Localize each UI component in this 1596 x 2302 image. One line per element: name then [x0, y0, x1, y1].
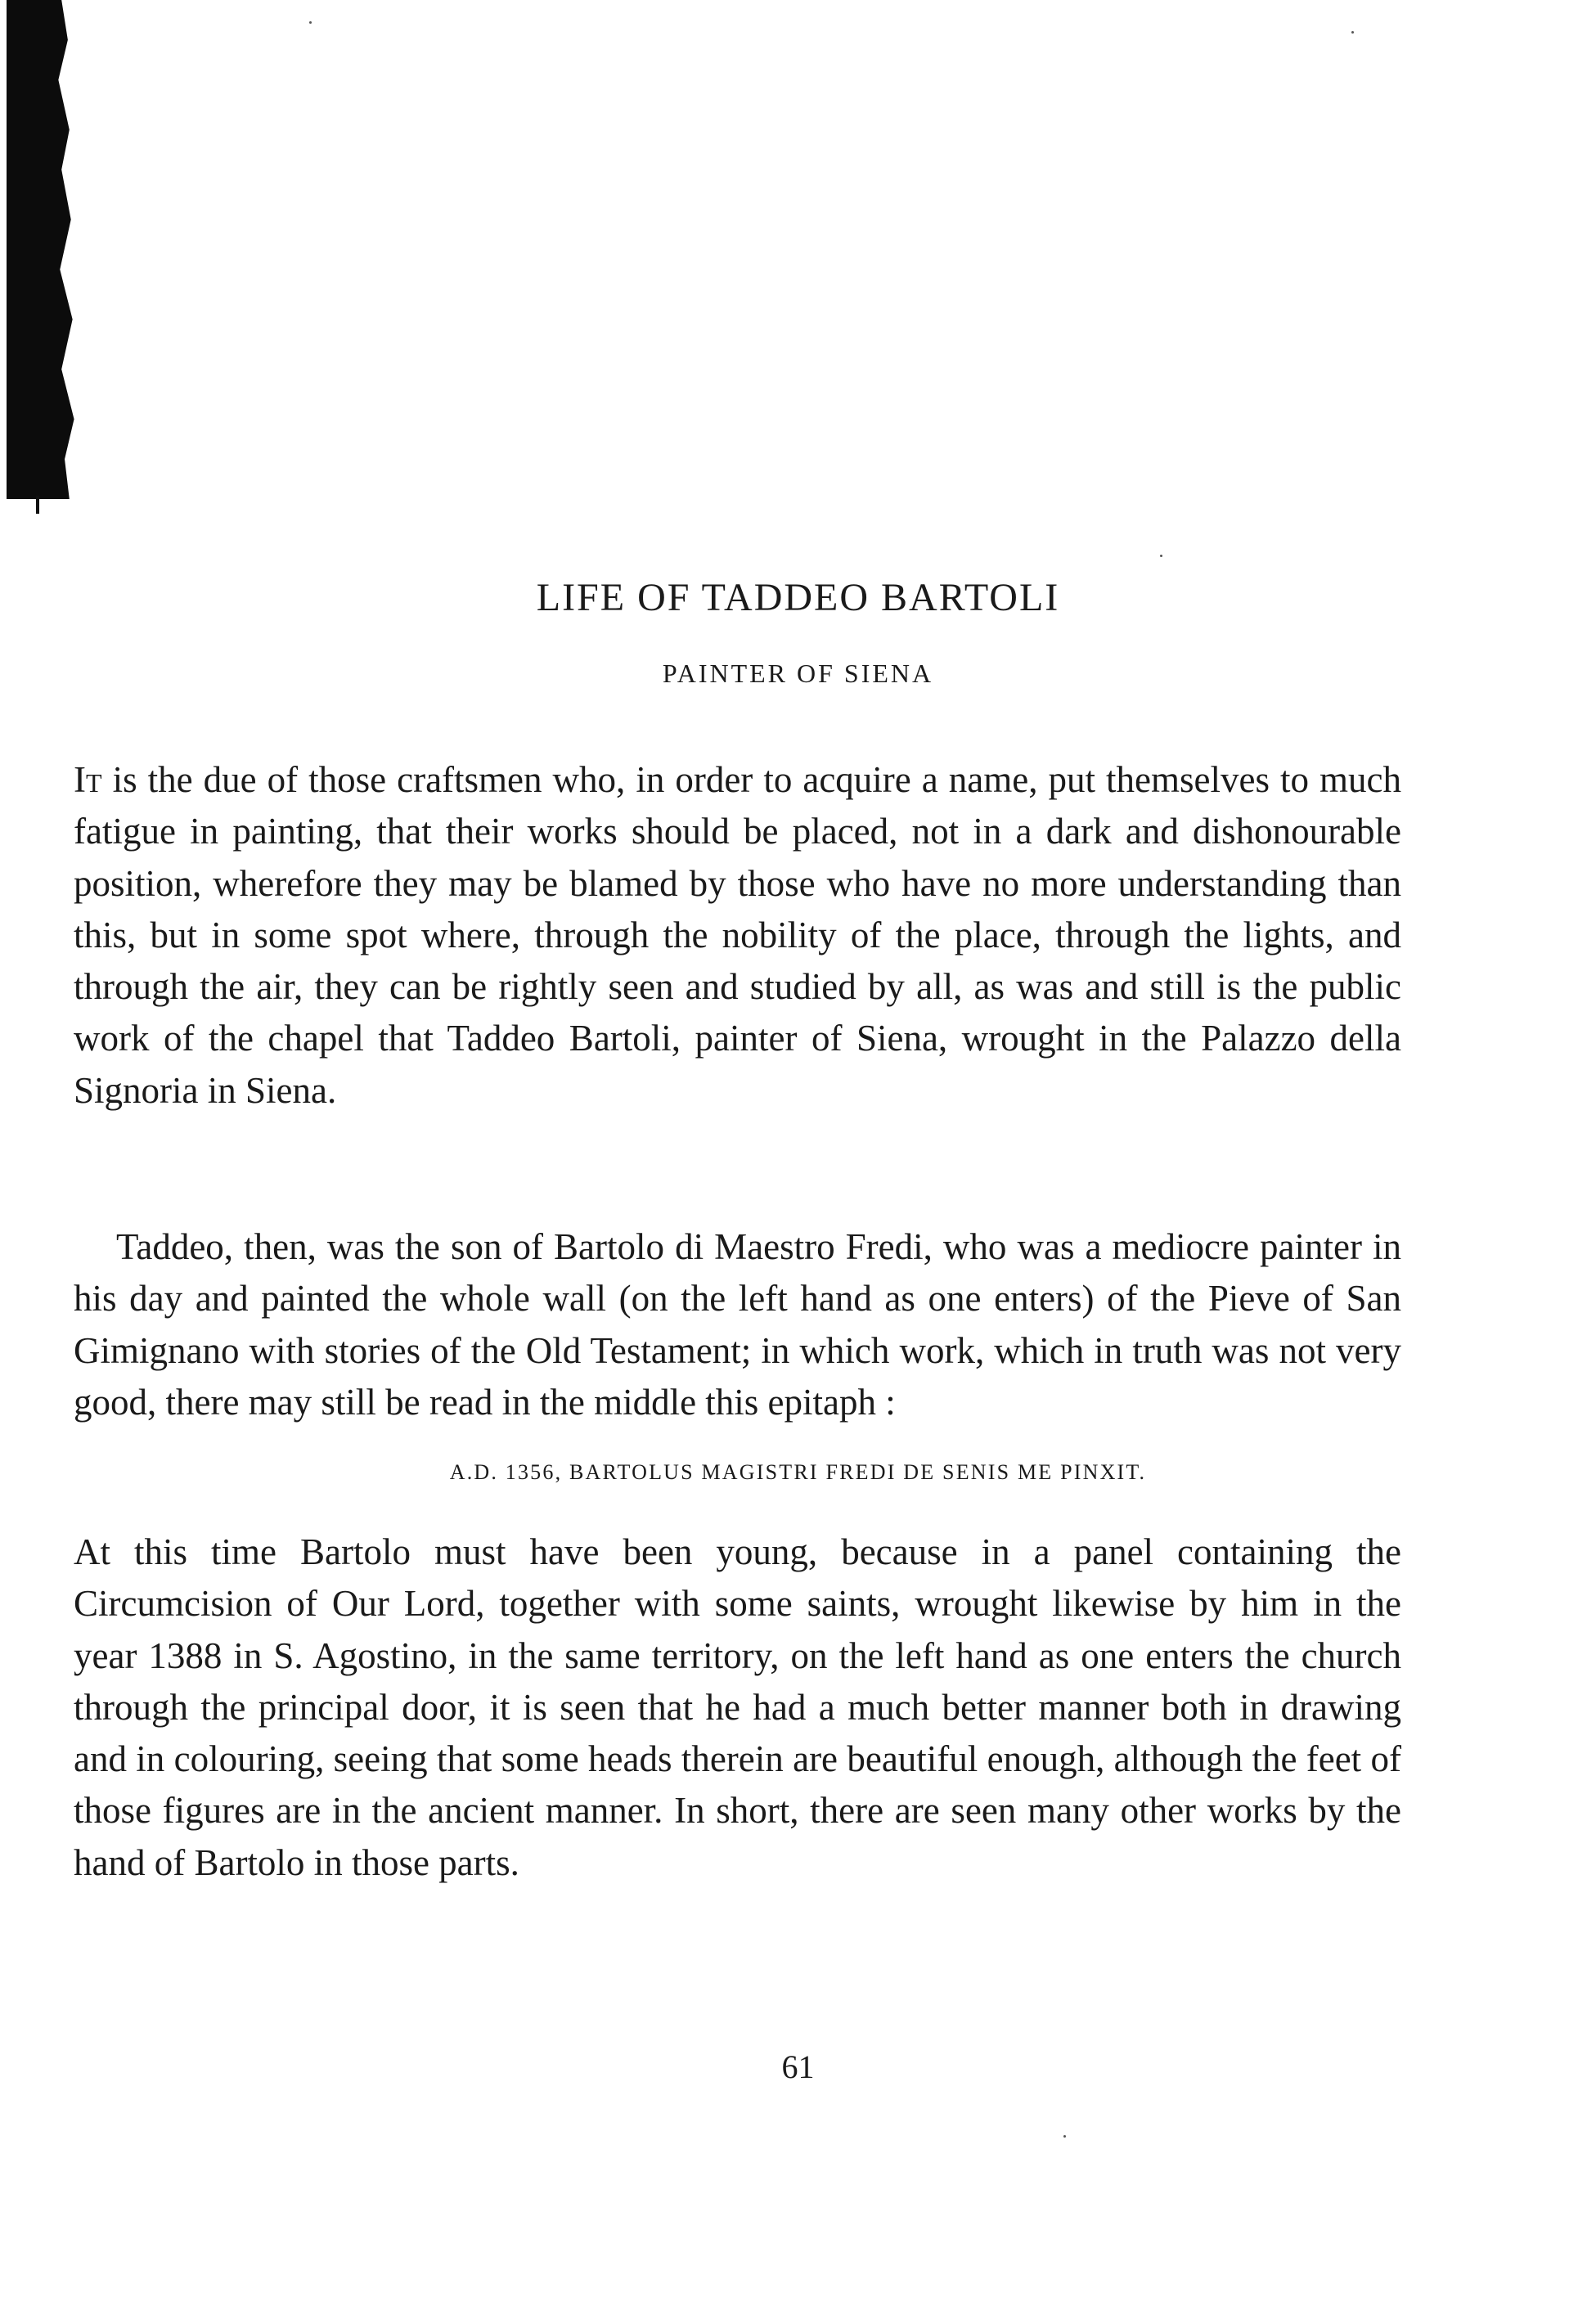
- scan-speck: [309, 21, 312, 24]
- page-number: 61: [781, 2048, 815, 2085]
- chapter-subtitle: PAINTER OF SIENA: [662, 659, 934, 688]
- paragraph-3: At this time Bartolo must have been young, because in a panel containing the Circumcision of Our Lord, together with some saints, wrought likewise by him in the year 1388 in S. Agostino, in the same territory, on the left hand as one enters the church through the principal door, it is seen that he had a much better manner both in drawing and in colouring, seeing that some heads therein are beautiful enough, although the feet of those figures are in the ancient manner. In short, there are seen many other works by the hand of Bartolo in those parts.: [74, 1531, 1401, 1883]
- paragraph-1: [74, 754, 1401, 1117]
- scan-speck: [1351, 31, 1354, 34]
- paragraph-lead-smallcaps: It: [74, 759, 102, 800]
- scan-speck: [1063, 2135, 1066, 2138]
- epitaph-inscription: A.D. 1356, BARTOLUS MAGISTRI FREDI DE SENIS ME PINXIT.: [449, 1460, 1147, 1484]
- paragraph-1-text: is the due of those craftsmen who, in order to acquire a name, put themselves to much fatigue in painting, that their works should be placed, not in a dark and dishonourable position, wherefore they may be blamed by those who have no more understanding than this, but in some spot where, through the nobility of the place, through the lights, and through the air, they can be rightly seen and studied by all, as was and still is the public work of the chapel that Taddeo Bartoli, painter of Siena, wrought in the Palazzo della Signoria in Siena.: [74, 759, 1401, 1111]
- scanned-binding-edge: [7, 0, 85, 499]
- scan-speck: [1160, 555, 1162, 557]
- binding-mark: [36, 496, 39, 514]
- chapter-title: LIFE OF TADDEO BARTOLI: [536, 576, 1060, 619]
- paragraph-2: Taddeo, then, was the son of Bartolo di Maestro Fredi, who was a mediocre painter in his day and painted the whole wall (on the left hand as one enters) of the Pieve of San Gimignano with stories of the Old Testament; in which work, which in truth was not very good, there may still be read in the middle this epitaph :: [74, 1226, 1401, 1423]
